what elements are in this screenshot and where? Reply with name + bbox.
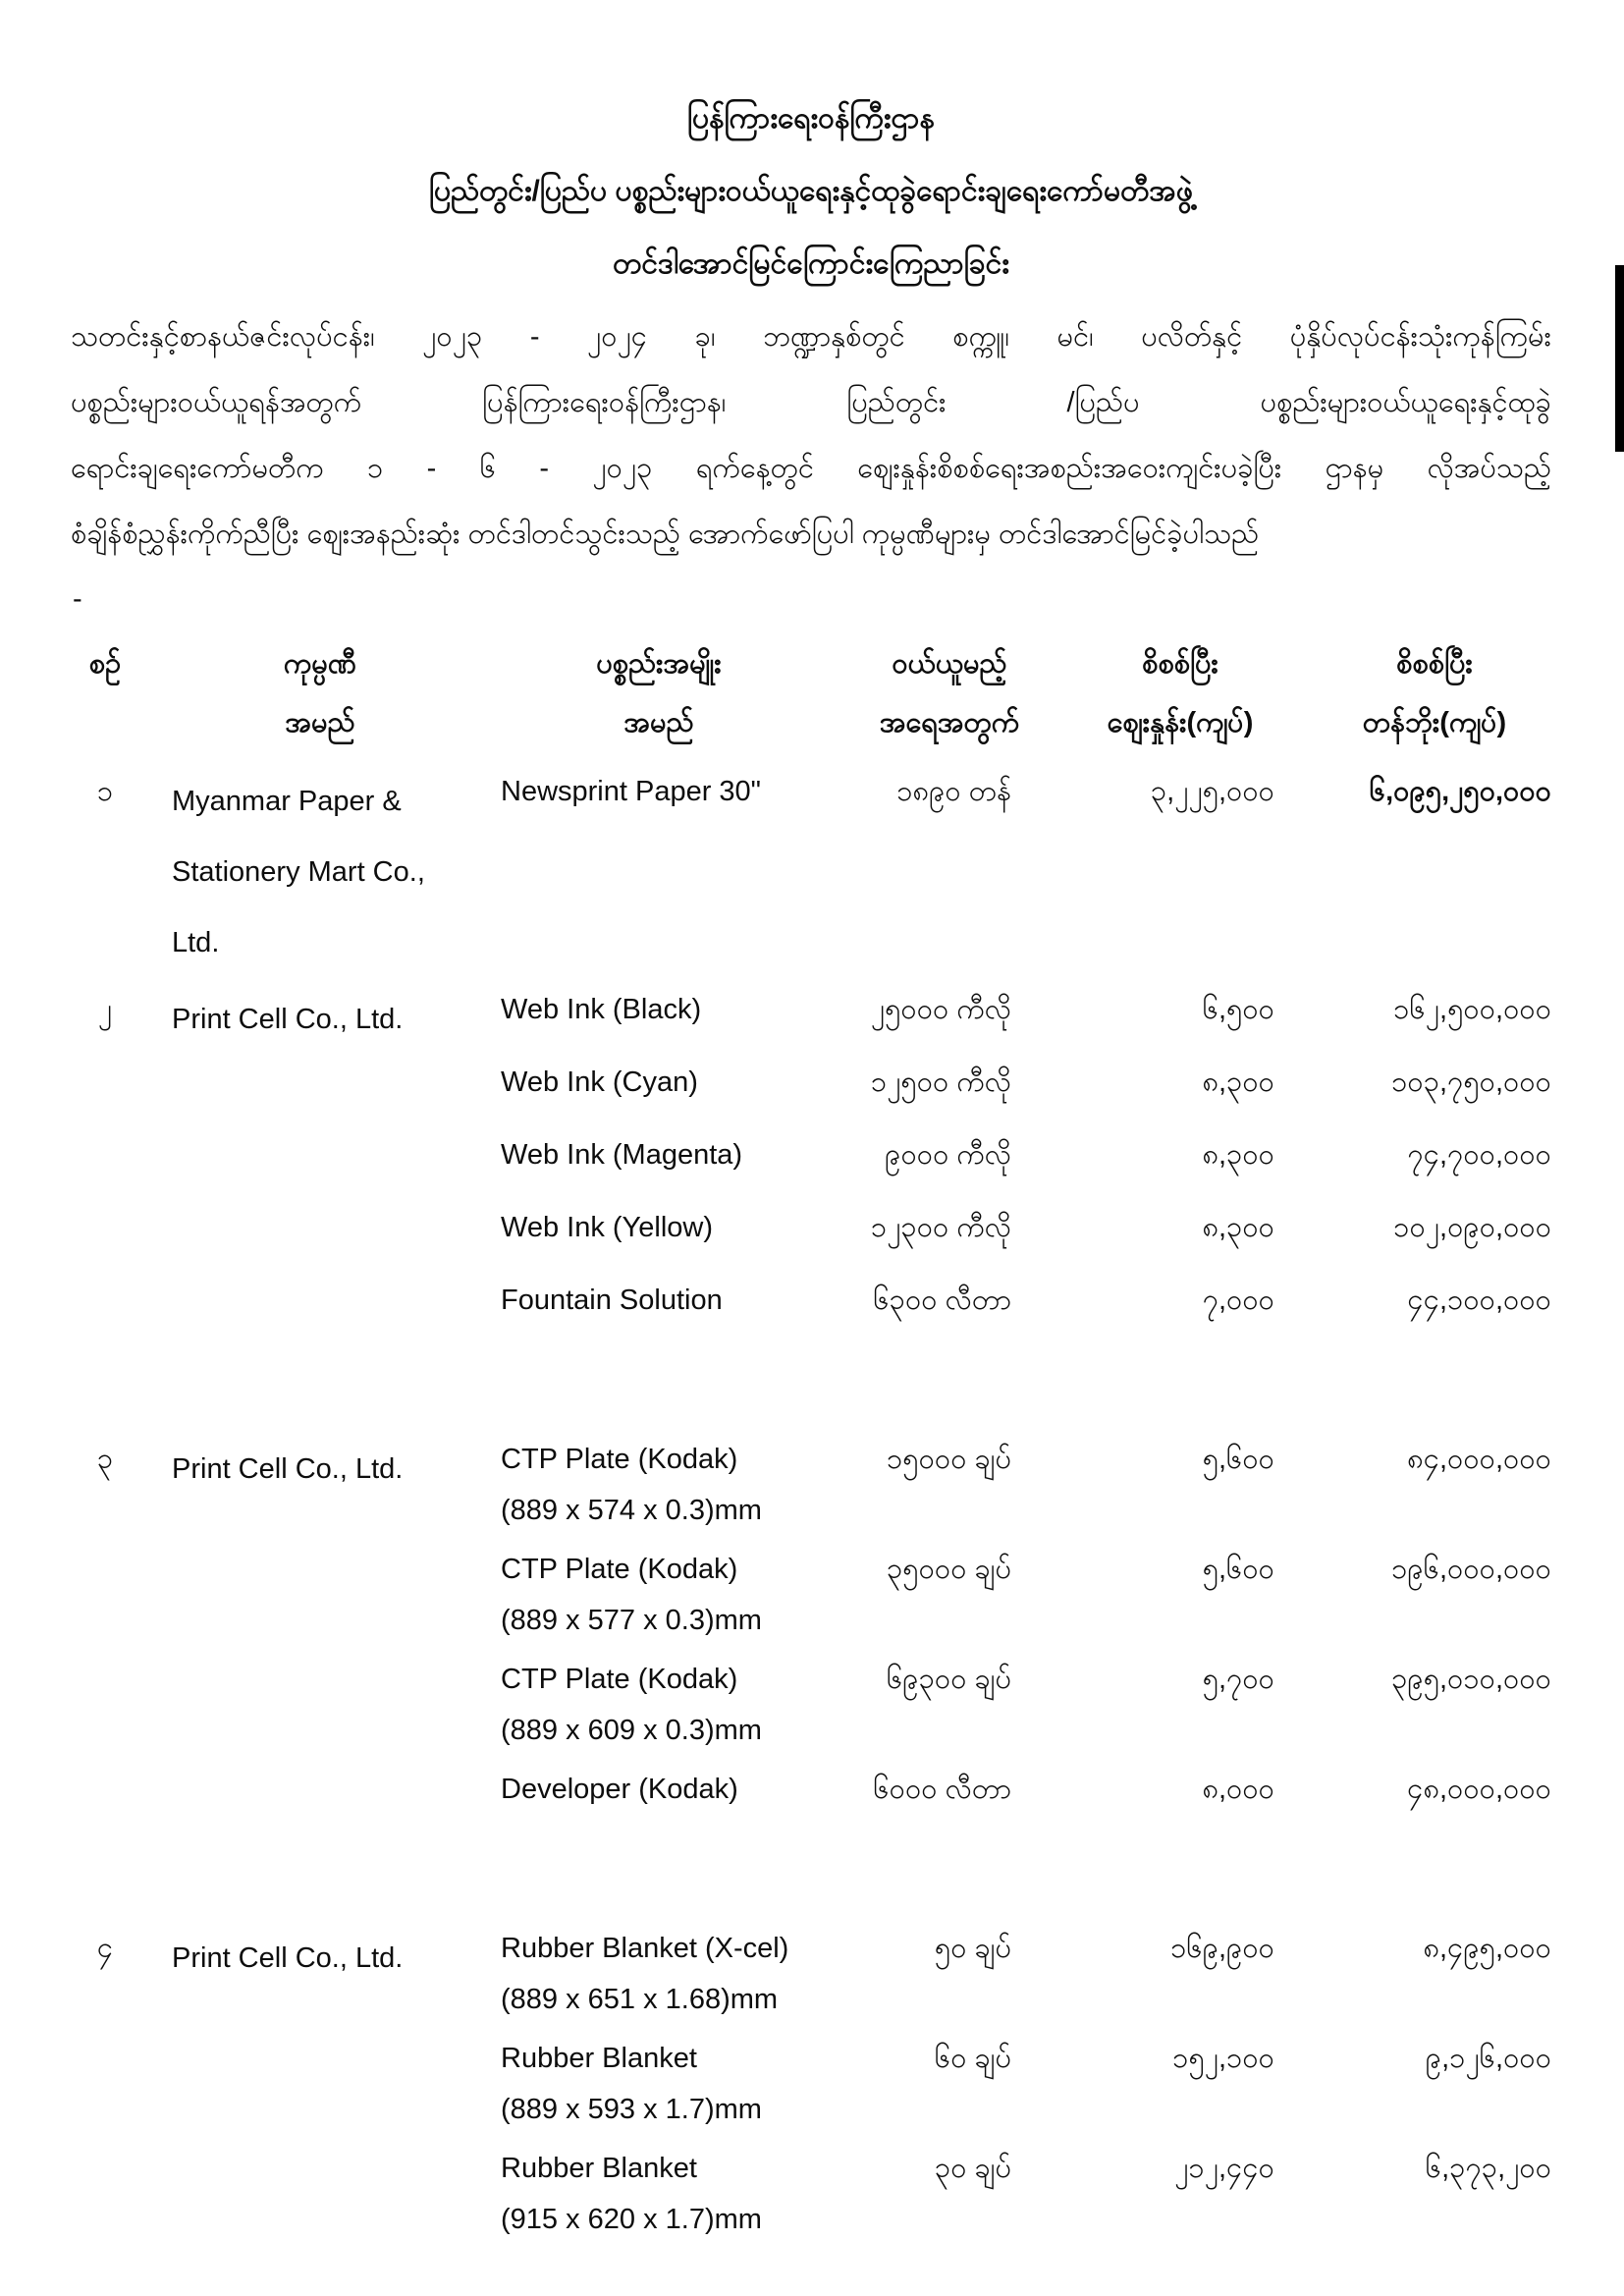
item-price: ၁၅၂,၁၀၀ (1172, 2043, 1274, 2074)
document-title-block (71, 82, 1551, 301)
item-row (501, 1434, 1551, 1536)
company-name (139, 766, 501, 978)
item-name (501, 1764, 817, 1815)
header-line: တန်ဘိုး(ကျပ်) (1362, 707, 1507, 738)
item-name (501, 1923, 817, 2025)
item-price: ၅,၆၀၀ (1202, 1444, 1274, 1475)
item-quantity: ၆၀၀၀ လီတာ (873, 1774, 1011, 1805)
item-name-line: CTP Plate (Kodak) (501, 1554, 738, 1585)
item-value: ၇၄,၇၀၀,၀၀၀ (1407, 1139, 1551, 1171)
item-name (501, 1654, 817, 1756)
header-line: စိစစ်ပြီး (1142, 648, 1218, 680)
company-name (139, 1923, 501, 2253)
item-value: ၁၉၆,၀၀၀,၀၀၀ (1391, 1554, 1551, 1585)
row-number: ၄ (96, 1933, 114, 1964)
item-value: ၈၄,၀၀၀,၀၀၀ (1407, 1444, 1551, 1475)
item-row (501, 766, 1551, 817)
item-name (501, 2033, 817, 2135)
item-name (501, 1057, 817, 1108)
table-row (71, 1923, 1551, 2253)
item-name-line: Web Ink (Magenta) (501, 1139, 743, 1171)
company-name-line: Ltd. (172, 927, 220, 958)
item-quantity: ၃၀ ချပ် (934, 2153, 1011, 2184)
item-row (501, 1544, 1551, 1646)
item-name-line: Developer (Kodak) (501, 1774, 738, 1805)
item-quantity: ၆၀ ချပ် (934, 2043, 1011, 2074)
item-quantity: ၂၅၀၀၀ ကီလို (870, 994, 1011, 1025)
table-body (71, 766, 1551, 2253)
item-value: ၃၉၅,၀၁၀,၀၀၀ (1391, 1664, 1551, 1695)
body-paragraph-line: သတင်းနှင့်စာနယ်ဇင်းလုပ်ငန်း၊ ၂၀၂၃ - ၂၀၂၄ ခု၊ ဘဏ္ဍာနှစ်တွင် စက္ကူ၊ မင်၊ ပလိတ်နှင့် ပုံနှိပ်လုပ်ငန်းသုံးကုန်ကြမ်း (71, 321, 1551, 353)
item-name-line: CTP Plate (Kodak) (501, 1664, 738, 1695)
title-committee: ပြည်တွင်း/ပြည်ပ ပစ္စည်းများဝယ်ယူရေးနှင့်ထုခွဲရောင်းချရေးကော်မတီအဖွဲ့ (428, 175, 1194, 207)
item-name-line: (889 x 593 x 1.7)mm (501, 2094, 762, 2125)
header-line: စိစစ်ပြီး (1396, 648, 1473, 680)
item-value: ၁၀၃,၇၅၀,၀၀၀ (1391, 1066, 1551, 1098)
header-price (1023, 634, 1278, 752)
item-rows (501, 766, 1551, 978)
item-row (501, 1275, 1551, 1326)
table-row (71, 1434, 1551, 1836)
header-company (139, 634, 501, 752)
item-value: ၆,၀၉၅,၂၅၀,၀၀၀ (1369, 776, 1551, 807)
company-name-line: Print Cell Co., Ltd. (172, 1453, 404, 1485)
item-price: ၈,၃၀၀ (1202, 1212, 1274, 1243)
header-line: ပစ္စည်းအမျိုး (596, 648, 722, 680)
item-row (501, 1202, 1551, 1253)
item-price: ၂၁၂,၄၄၀ (1174, 2153, 1274, 2184)
item-name-line: Web Ink (Black) (501, 994, 702, 1025)
item-quantity: ၁၅၀၀၀ ချပ် (886, 1444, 1011, 1475)
item-name-line: Fountain Solution (501, 1285, 723, 1316)
company-name-line: Myanmar Paper & (172, 786, 402, 817)
row-number: ၁ (96, 776, 114, 807)
item-name-line: (889 x 577 x 0.3)mm (501, 1605, 762, 1636)
item-name-line: Web Ink (Cyan) (501, 1066, 698, 1098)
item-price: ၃,၂၂၅,၀၀၀ (1150, 776, 1274, 807)
title-announcement: တင်ဒါအောင်မြင်ကြောင်းကြေညာခြင်း (613, 247, 1009, 280)
header-value (1278, 634, 1551, 752)
body-paragraph (71, 304, 1551, 568)
row-number: ၃ (96, 1444, 114, 1475)
tender-table (71, 634, 1551, 2253)
body-paragraph-line: ပစ္စည်းများဝယ်ယူရန်အတွက် ပြန်ကြားရေးဝန်ကြီးဌာန၊ ပြည်တွင်း /ပြည်ပ ပစ္စည်းများဝယ်ယူရေးနှင့်ထုခွဲ (71, 387, 1551, 418)
item-name-line: (889 x 574 x 0.3)mm (501, 1495, 762, 1526)
item-quantity: ၉၀၀၀ ကီလို (885, 1139, 1011, 1171)
item-price: ၈,၃၀၀ (1202, 1066, 1274, 1098)
item-rows (501, 1923, 1551, 2253)
header-serial (71, 634, 139, 752)
item-name (501, 1129, 817, 1180)
item-value: ၄၈,၀၀၀,၀၀၀ (1407, 1774, 1551, 1805)
company-name (139, 984, 501, 1347)
item-rows (501, 984, 1551, 1347)
item-row (501, 1129, 1551, 1180)
company-name (139, 1434, 501, 1836)
item-rows (501, 1434, 1551, 1836)
item-row (501, 1764, 1551, 1815)
item-price: ၈,၀၀၀ (1202, 1774, 1274, 1805)
item-quantity: ၃၅၀၀၀ ချပ် (886, 1554, 1011, 1585)
list-dash: - (73, 583, 82, 615)
item-value: ၉,၁၂၆,၀၀၀ (1425, 2043, 1551, 2074)
item-value: ၁၆၂,၅၀၀,၀၀၀ (1393, 994, 1551, 1025)
item-value: ၈,၄၉၅,၀၀၀ (1423, 1933, 1551, 1964)
item-quantity: ၆၉၃၀၀ ချပ် (886, 1664, 1011, 1695)
header-item (501, 634, 817, 752)
item-name (501, 766, 817, 817)
item-name-line: CTP Plate (Kodak) (501, 1444, 738, 1475)
header-line: အမည် (285, 707, 355, 738)
item-name (501, 1202, 817, 1253)
item-quantity: ၁၂၅၀၀ ကီလို (870, 1066, 1011, 1098)
item-row (501, 2143, 1551, 2245)
item-name-line: Newsprint Paper 30" (501, 776, 761, 807)
body-paragraph-line: စံချိန်စံညွှန်းကိုက်ညီပြီး ဈေးအနည်းဆုံး တင်ဒါတင်သွင်းသည့် အောက်ဖော်ပြပါ ကုမ္ပဏီများမှ တင်ဒါအောင်မြင်ခဲ့ပါသည် (71, 519, 1260, 550)
item-quantity: ၅၀ ချပ် (934, 1933, 1011, 1964)
item-value: ၄၄,၁၀၀,၀၀၀ (1407, 1285, 1551, 1316)
item-row (501, 1923, 1551, 2025)
item-price: ၁၆၉,၉၀၀ (1170, 1933, 1274, 1964)
header-line: အရေအတွက် (879, 707, 1020, 738)
header-line: အမည် (623, 707, 694, 738)
item-name-line: (889 x 651 x 1.68)mm (501, 1984, 779, 2015)
table-header-row (71, 634, 1551, 752)
company-name-line: Stationery Mart Co., (172, 856, 425, 888)
item-price: ၅,၇၀၀ (1202, 1664, 1274, 1695)
item-name-line: Web Ink (Yellow) (501, 1212, 713, 1243)
item-quantity: ၁၈၉၀ တန် (896, 776, 1011, 807)
item-row (501, 984, 1551, 1035)
item-name (501, 2143, 817, 2245)
header-line: စဉ် (88, 648, 122, 680)
row-number: ၂ (97, 994, 113, 1025)
item-name-line: Rubber Blanket (X-cel) (501, 1933, 789, 1964)
item-row (501, 2033, 1551, 2135)
scan-artifact-bar (1615, 265, 1624, 452)
item-price: ၅,၆၀၀ (1202, 1554, 1274, 1585)
item-name-line: Rubber Blanket (501, 2043, 697, 2074)
company-name-line: Print Cell Co., Ltd. (172, 1004, 404, 1035)
item-price: ၇,၀၀၀ (1202, 1285, 1274, 1316)
item-row (501, 1654, 1551, 1756)
header-line: ဈေးနှုန်း(ကျပ်) (1107, 707, 1254, 738)
item-name (501, 1275, 817, 1326)
item-price: ၈,၃၀၀ (1202, 1139, 1274, 1171)
item-price: ၆,၅၀၀ (1202, 994, 1274, 1025)
item-value: ၆,၃၇၃,၂၀၀ (1425, 2153, 1551, 2184)
item-name (501, 984, 817, 1035)
header-line: ဝယ်ယူမည့် (892, 648, 1007, 680)
item-name-line: (889 x 609 x 0.3)mm (501, 1715, 762, 1746)
item-name (501, 1434, 817, 1536)
item-name-line: (915 x 620 x 1.7)mm (501, 2204, 762, 2235)
item-row (501, 1057, 1551, 1108)
company-name-line: Print Cell Co., Ltd. (172, 1942, 404, 1974)
item-name-line: Rubber Blanket (501, 2153, 697, 2184)
body-paragraph-line: ရောင်းချရေးကော်မတီက ၁ - ၆ - ၂၀၂၃ ရက်နေ့တွင် ဈေးနှုန်းစိစစ်ရေးအစည်းအဝေးကျင်းပခဲ့ပြီး ဌာနမှ လိုအပ်သည့် (71, 453, 1551, 484)
header-line: ကုမ္ပဏီ (283, 648, 357, 680)
header-quantity (817, 634, 1023, 752)
item-value: ၁၀၂,၀၉၀,၀၀၀ (1393, 1212, 1551, 1243)
table-row (71, 766, 1551, 978)
item-quantity: ၆၃၀၀ လီတာ (873, 1285, 1011, 1316)
table-row (71, 984, 1551, 1347)
title-ministry: ပြန်ကြားရေးဝန်ကြီးဌာန (686, 102, 936, 135)
item-name (501, 1544, 817, 1646)
item-quantity: ၁၂၃၀၀ ကီလို (870, 1212, 1011, 1243)
